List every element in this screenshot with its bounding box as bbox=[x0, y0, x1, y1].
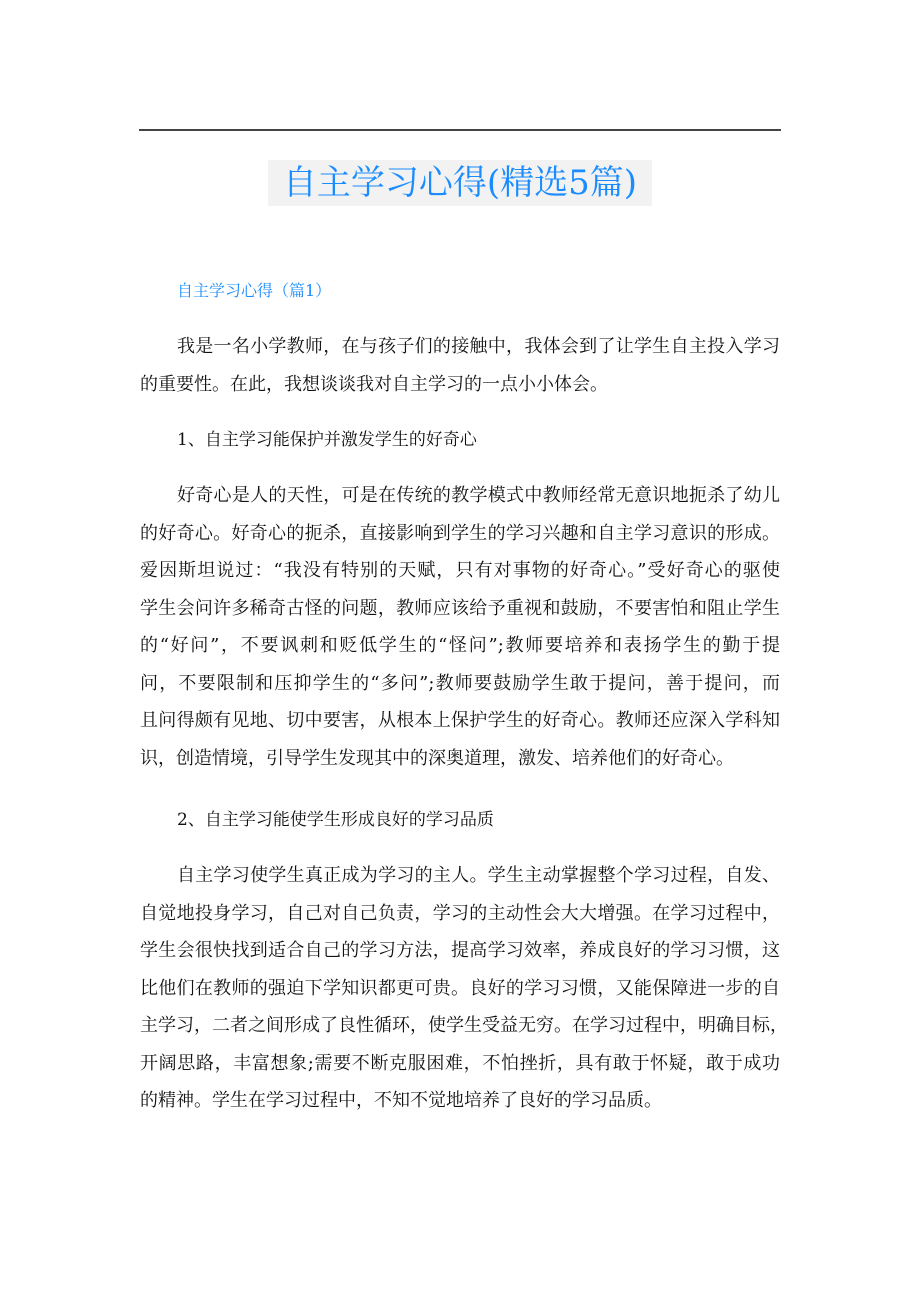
paragraph-line: 的“好问”，不要讽刺和贬低学生的“怪问”;教师要培养和表扬学生的勤于提 bbox=[140, 635, 780, 656]
paragraph-line: 的精神。学生在学习过程中，不知不觉地培养了良好的学习品质。 bbox=[140, 1090, 662, 1111]
heading-1: 1、自主学习能保护并激发学生的好奇心 bbox=[177, 430, 477, 450]
paragraph-line: 且问得颇有见地、切中要害，从根本上保护学生的好奇心。教师还应深入学科知 bbox=[140, 710, 780, 731]
paragraph-line: 我是一名小学教师，在与孩子们的接触中，我体会到了让学生自主投入学习 bbox=[177, 336, 780, 357]
paragraph-line: 的好奇心。好奇心的扼杀，直接影响到学生的学习兴趣和自主学习意识的形成。 bbox=[140, 522, 780, 544]
paragraph-1 bbox=[140, 328, 780, 403]
paragraph-3 bbox=[140, 857, 788, 1120]
document-title: 自主学习心得(精选5篇) bbox=[268, 160, 652, 206]
section-title: 自主学习心得（篇1） bbox=[177, 281, 332, 300]
paragraph-line: 主学习，二者之间形成了良性循环，使学生受益无穷。在学习过程中，明确目标， bbox=[140, 1015, 788, 1036]
paragraph-line: 自觉地投身学习，自己对自己负责，学习的主动性会大大增强。在学习过程中， bbox=[140, 902, 780, 924]
paragraph-2 bbox=[140, 477, 780, 777]
paragraph-line: 识，创造情境，引导学生发现其中的深奥道理，激发、培养他们的好奇心。 bbox=[140, 747, 734, 769]
paragraph-line: 开阔思路，丰富想象;需要不断克服困难，不怕挫折，具有敢于怀疑，敢于成功 bbox=[140, 1052, 780, 1074]
paragraph-line: 学生会很快找到适合自己的学习方法，提高学习效率，养成良好的学习习惯，这 bbox=[140, 940, 780, 961]
paragraph-line: 好奇心是人的天性，可是在传统的教学模式中教师经常无意识地扼杀了幼儿 bbox=[177, 485, 780, 506]
heading-2: 2、自主学习能使学生形成良好的学习品质 bbox=[177, 810, 494, 830]
paragraph-line: 比他们在教师的强迫下学知识都更可贵。良好的学习习惯，又能保障进一步的自 bbox=[140, 977, 780, 999]
paragraph-line: 的重要性。在此，我想谈谈我对自主学习的一点小小体会。 bbox=[140, 373, 608, 395]
paragraph-line: 自主学习使学生真正成为学习的主人。学生主动掌握整个学习过程，自发、 bbox=[177, 865, 780, 886]
paragraph-line: 问，不要限制和压抑学生的“多问”;教师要鼓励学生敢于提问，善于提问，而 bbox=[140, 672, 780, 694]
paragraph-line: 爱因斯坦说过：“我没有特别的天赋，只有对事物的好奇心。”受好奇心的驱使 bbox=[140, 560, 780, 581]
paragraph-line: 学生会问许多稀奇古怪的问题，教师应该给予重视和鼓励，不要害怕和阻止学生 bbox=[140, 597, 780, 619]
top-rule bbox=[139, 129, 781, 131]
